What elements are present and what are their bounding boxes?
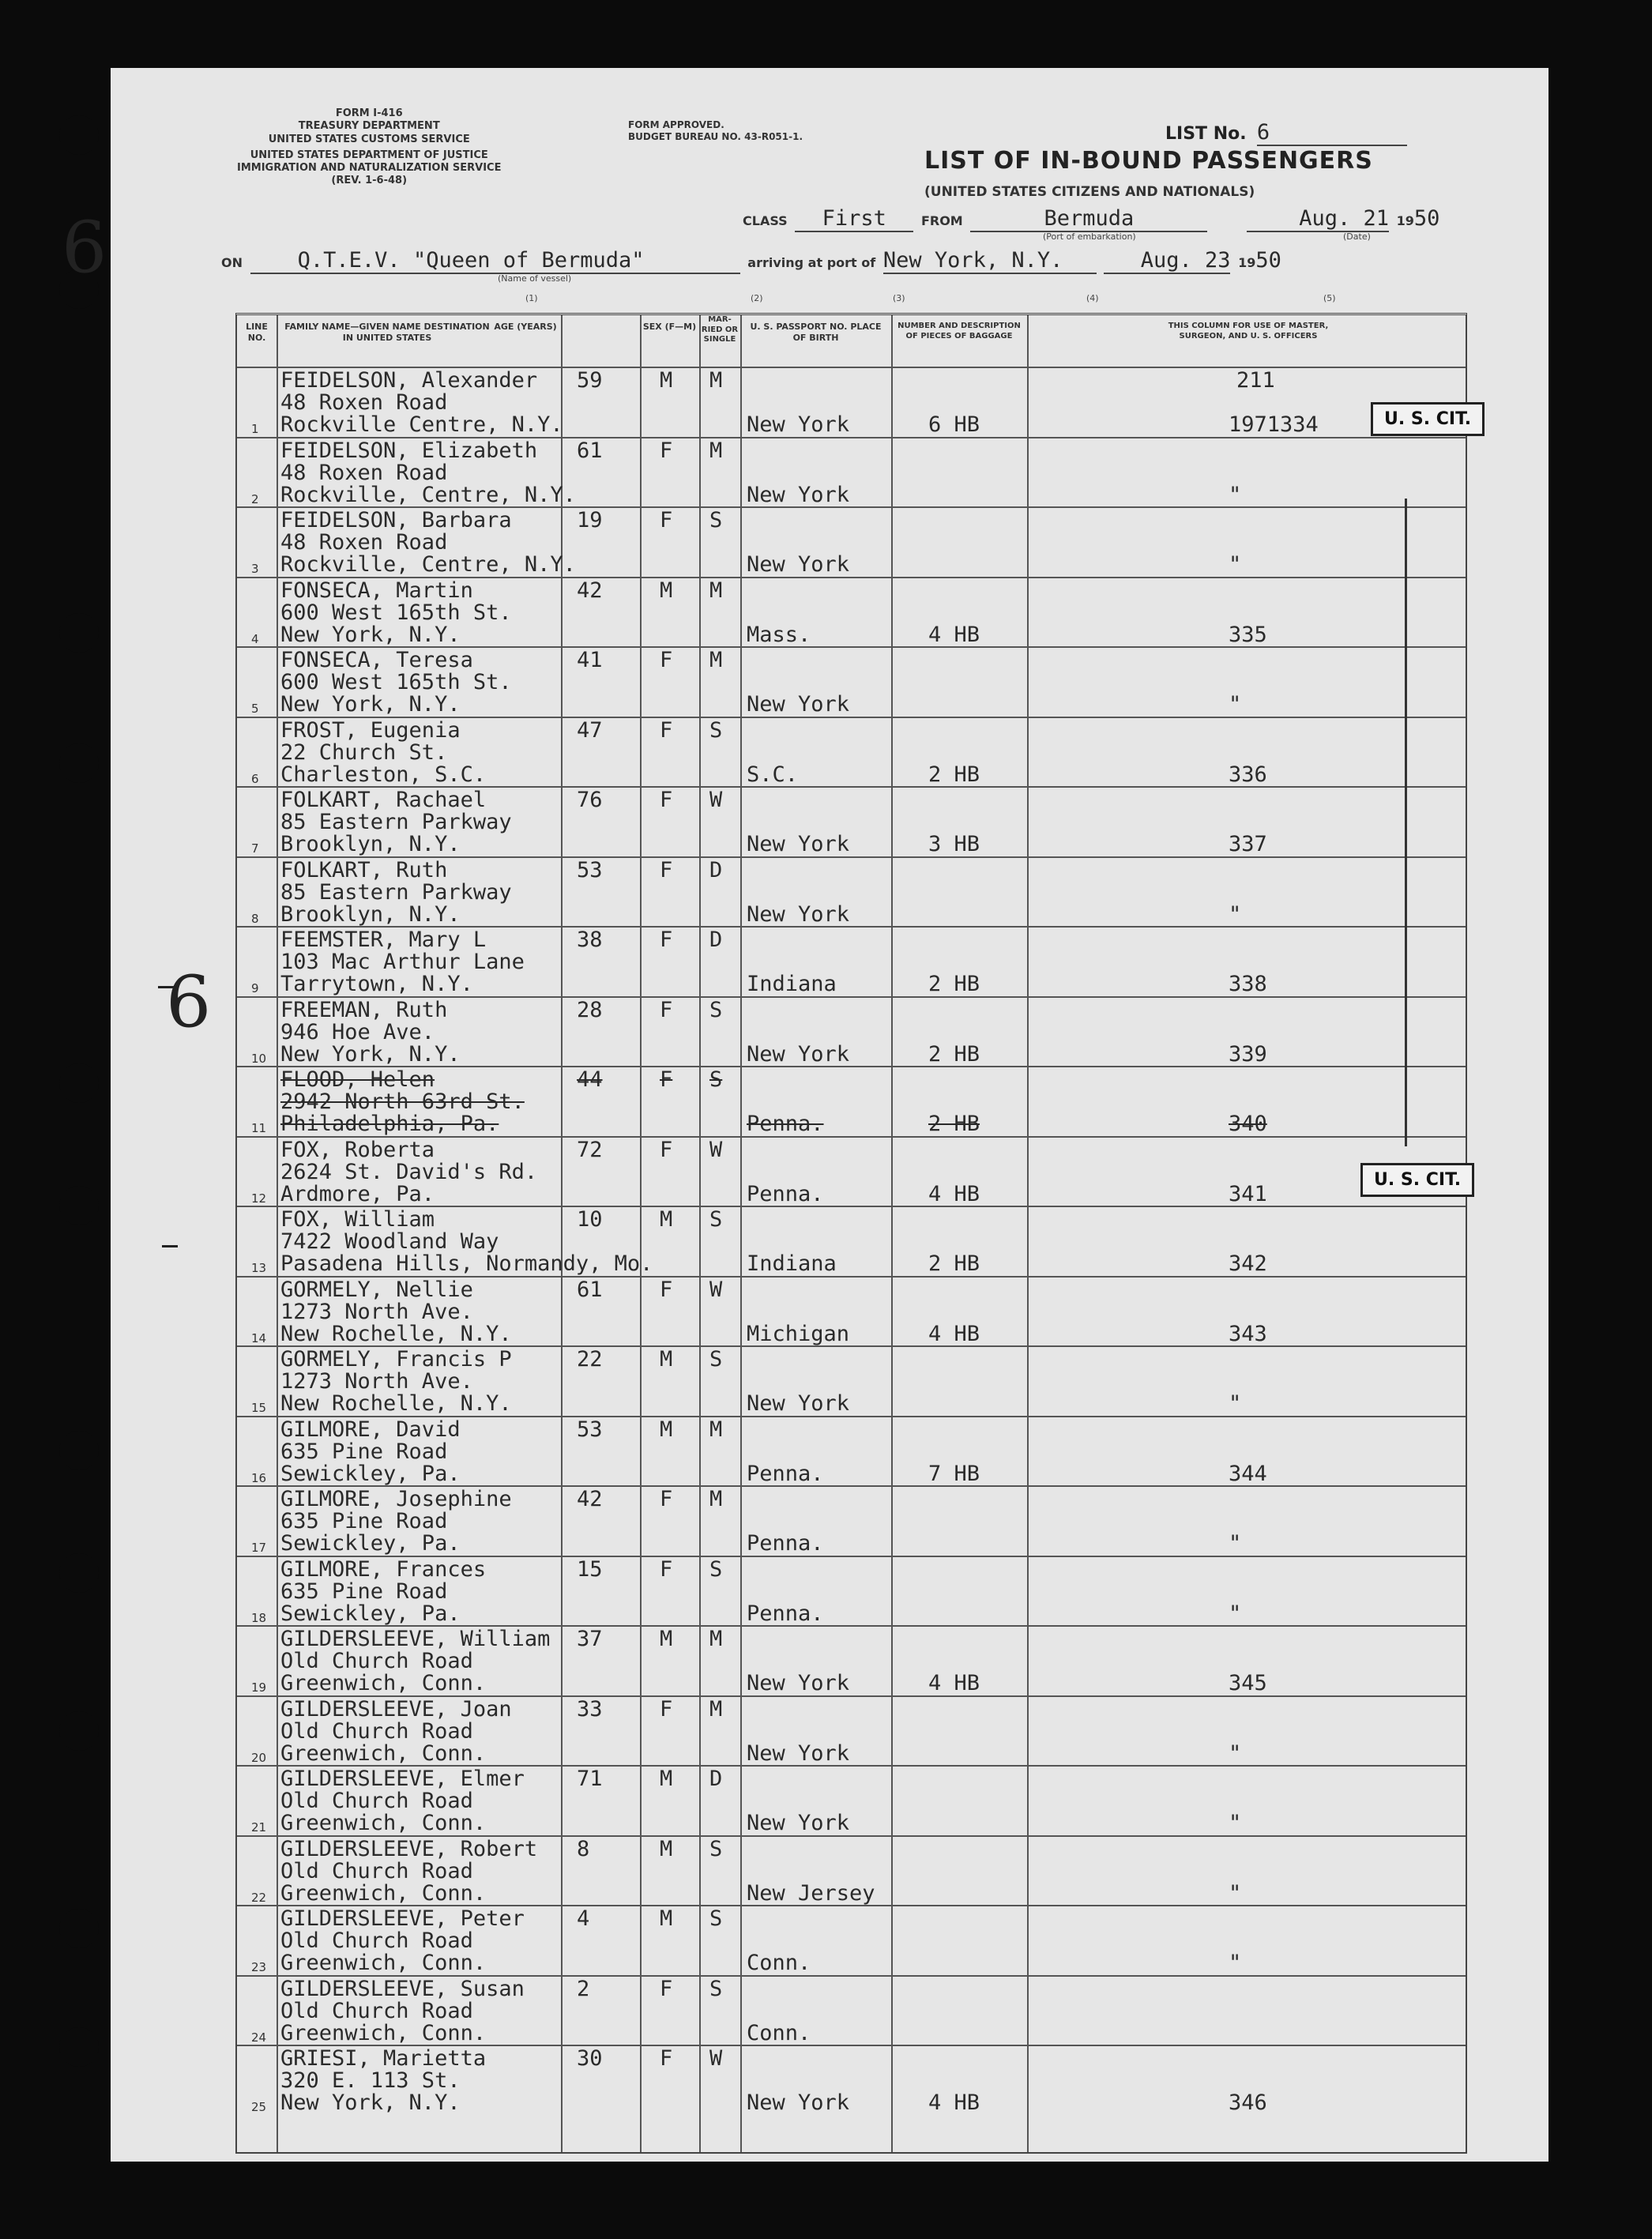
punch-hole (59, 1431, 99, 1470)
passenger-age: 4 (577, 1906, 590, 1931)
officer-number: 344 (1229, 1461, 1267, 1486)
passenger-age: 28 (577, 997, 603, 1022)
officer-number: 336 (1229, 762, 1267, 787)
passenger-age: 8 (577, 1836, 590, 1861)
place-of-birth: New York (747, 1740, 850, 1766)
passenger-city: New York, N.Y. (280, 1041, 461, 1067)
passenger-name: FREEMAN, Ruth (280, 997, 448, 1022)
passenger-age: 44 (577, 1067, 603, 1092)
officer-number: " (1229, 692, 1242, 717)
place-of-birth: New York (747, 1671, 850, 1695)
passenger-age: 53 (577, 857, 603, 882)
passenger-sex: M (660, 1767, 673, 1791)
line-number: 3 (251, 562, 259, 576)
form-issuer-block: FORM I-416 TREASURY DEPARTMENT UNITED STATES CUSTOMS SERVICE UNITED STATES DEPARTMENT OF JUSTICE IMMIGRATION AND NATURALIZATION SERVICE (REV. 1-6-48) (237, 107, 502, 187)
line-number: 10 (251, 1051, 267, 1066)
officer-number: 342 (1229, 1251, 1267, 1276)
list-number: LIST No. 6 (1165, 120, 1407, 146)
passenger-name: FOX, Roberta (280, 1137, 435, 1162)
officer-number: 337 (1229, 832, 1267, 856)
passenger-sex: F (660, 438, 673, 463)
passenger-city: Greenwich, Conn. (280, 1811, 487, 1835)
officer-number: 346 (1229, 2090, 1267, 2115)
us-citizen-stamp: U. S. CIT. (1360, 1163, 1474, 1197)
officer-number: 338 (1229, 972, 1267, 996)
passenger-address: 635 Pine Road (280, 1579, 448, 1604)
passenger-age: 30 (577, 2046, 603, 2071)
place-of-birth: Mass. (747, 622, 811, 647)
col-officers: THIS COLUMN FOR USE OF MASTER, SURGEON, AND U. S. OFFICERS (1168, 322, 1329, 341)
passenger-address: 48 Roxen Road (280, 390, 448, 415)
marital-status: S (709, 1976, 723, 2001)
passenger-address: 635 Pine Road (280, 1439, 448, 1464)
line-number: 22 (251, 1890, 267, 1905)
passenger-age: 61 (577, 438, 603, 463)
line-number: 25 (251, 2100, 267, 2114)
passenger-sex: F (660, 928, 673, 952)
passenger-address: 1273 North Ave. (280, 1299, 473, 1324)
line-number: 15 (251, 1401, 267, 1415)
col-line-no: LINE NO. (246, 322, 268, 343)
line-number: 16 (251, 1470, 267, 1485)
col-sex: SEX (F—M) (642, 322, 697, 332)
margin-mark: 6 (166, 961, 212, 1044)
officer-number: " (1229, 1531, 1242, 1556)
baggage-count: 2 HB (928, 972, 980, 996)
line-number: 20 (251, 1750, 267, 1765)
place-of-birth: Indiana (747, 1251, 837, 1276)
place-of-birth: Indiana (747, 972, 837, 996)
passenger-city: Greenwich, Conn. (280, 1880, 487, 1906)
place-of-birth: New York (747, 901, 850, 927)
passenger-sex: F (660, 508, 673, 532)
baggage-count: 3 HB (928, 832, 980, 856)
passenger-city: Tarrytown, N.Y. (280, 972, 473, 996)
margin-dash (158, 986, 174, 988)
officer-number: " (1229, 1951, 1242, 1975)
passenger-address: Old Church Road (280, 1998, 473, 2023)
passenger-age: 10 (577, 1207, 603, 1232)
place-of-birth: New York (747, 692, 850, 717)
passenger-sex: F (660, 648, 673, 672)
marital-status: S (709, 1836, 723, 1861)
place-of-birth: New York (747, 552, 850, 577)
passenger-age: 59 (577, 368, 603, 393)
punch-hole (59, 1553, 99, 1593)
place-of-birth: New York (747, 1041, 850, 1067)
passenger-age: 33 (577, 1696, 603, 1722)
passenger-sex: F (660, 1277, 673, 1302)
passenger-name: FLOOD, Helen (280, 1067, 435, 1092)
passenger-age: 41 (577, 648, 603, 672)
passenger-age: 19 (577, 508, 603, 532)
baggage-count: 2 HB (928, 1041, 980, 1067)
passenger-sex: M (660, 578, 673, 603)
passenger-address: 946 Hoe Ave. (280, 1019, 435, 1044)
place-of-birth: New York (747, 482, 850, 507)
officer-number: 335 (1229, 622, 1267, 647)
passenger-address: 600 West 165th St. (280, 670, 512, 694)
class-value: First (795, 206, 913, 232)
passenger-sex: F (660, 1976, 673, 2001)
passenger-address: 320 E. 113 St. (280, 2068, 461, 2093)
col-name: FAMILY NAME—GIVEN NAME DESTINATION IN UNITED STATES (284, 322, 490, 343)
passenger-age: 42 (577, 1487, 603, 1511)
line-number: 6 (251, 771, 259, 786)
passenger-name: GILDERSLEEVE, Susan (280, 1976, 525, 2001)
passenger-table (235, 313, 1467, 2154)
passenger-name: GILMORE, Josephine (280, 1487, 512, 1511)
passenger-sex: F (660, 857, 673, 882)
passenger-name: GILMORE, Frances (280, 1556, 487, 1582)
passenger-name: FOX, William (280, 1207, 435, 1232)
baggage-count: 2 HB (928, 1251, 980, 1276)
passenger-sex: F (660, 1696, 673, 1722)
page-title: LIST OF IN-BOUND PASSENGERS (924, 147, 1373, 175)
passenger-name: FONSECA, Martin (280, 578, 473, 603)
passenger-city: Rockville, Centre, N.Y. (280, 482, 576, 507)
passenger-address: 635 Pine Road (280, 1509, 448, 1533)
marital-status: M (709, 1417, 723, 1442)
marital-status: D (709, 857, 723, 882)
line-number: 13 (251, 1261, 267, 1275)
col-baggage: NUMBER AND DESCRIPTION OF PIECES OF BAGGAGE (897, 322, 1021, 341)
passenger-age: 15 (577, 1556, 603, 1582)
passenger-name: FEEMSTER, Mary L (280, 928, 487, 952)
passenger-city: Brooklyn, N.Y. (280, 901, 461, 927)
passenger-address: 22 Church St. (280, 739, 448, 765)
marital-status: S (709, 508, 723, 532)
passenger-age: 72 (577, 1137, 603, 1162)
place-of-birth: New York (747, 1391, 850, 1416)
marital-status: S (709, 1207, 723, 1232)
line-number: 24 (251, 2030, 267, 2045)
passenger-name: FONSECA, Teresa (280, 648, 473, 672)
line-number: 2 (251, 491, 259, 506)
stamp-bracket-line (1405, 499, 1407, 1146)
passenger-sex: F (660, 717, 673, 743)
officer-number: " (1229, 1880, 1242, 1906)
passenger-address: 85 Eastern Parkway (280, 879, 512, 905)
passenger-sex: F (660, 788, 673, 812)
passenger-sex: F (660, 1556, 673, 1582)
marital-status: S (709, 997, 723, 1022)
place-of-birth: Conn. (747, 1951, 811, 1975)
officer-number: 341 (1229, 1181, 1267, 1206)
baggage-count: 2 HB (928, 762, 980, 787)
marital-status: W (709, 1137, 723, 1162)
marital-status: W (709, 1277, 723, 1302)
col-passport: U. S. PASSPORT NO. PLACE OF BIRTH (750, 322, 882, 343)
passenger-sex: F (660, 1487, 673, 1511)
punch-hole (59, 1063, 99, 1103)
place-of-birth: Conn. (747, 2020, 811, 2045)
passenger-name: FOLKART, Ruth (280, 857, 448, 882)
marital-status: S (709, 717, 723, 743)
marital-status: S (709, 1906, 723, 1931)
place-of-birth: S.C. (747, 762, 799, 787)
page-subtitle: (UNITED STATES CITIZENS AND NATIONALS) (924, 184, 1255, 200)
passenger-age: 71 (577, 1767, 603, 1791)
officer-number: 1971334 (1229, 412, 1319, 437)
punch-hole (59, 1711, 99, 1751)
baggage-count: 4 HB (928, 622, 980, 647)
baggage-count: 4 HB (928, 1321, 980, 1346)
place-of-birth: Penna. (747, 1461, 824, 1486)
line-number: 9 (251, 981, 259, 995)
passenger-city: Pasadena Hills, Normandy, Mo. (280, 1251, 653, 1276)
passenger-city: Rockville, Centre, N.Y. (280, 552, 576, 577)
marital-status: W (709, 2046, 723, 2071)
line-number: 4 (251, 631, 259, 646)
marital-status: M (709, 1696, 723, 1722)
line-number: 18 (251, 1610, 267, 1625)
line-number: 11 (251, 1121, 267, 1135)
passenger-name: FOLKART, Rachael (280, 788, 487, 812)
place-of-birth: New Jersey (747, 1880, 875, 1906)
vessel-line: ON Q.T.E.V. "Queen of Bermuda" arriving at port of New York, N.Y. Aug. 23 1950 (221, 248, 1281, 273)
vessel-name: Q.T.E.V. "Queen of Bermuda" (250, 248, 740, 274)
passenger-name: GILDERSLEEVE, Peter (280, 1906, 525, 1931)
line-number: 21 (251, 1820, 267, 1834)
line-number: 19 (251, 1680, 267, 1695)
passenger-sex: M (660, 1906, 673, 1931)
place-of-birth: Penna. (747, 1112, 824, 1136)
passenger-address: 85 Eastern Parkway (280, 810, 512, 834)
passenger-name: FEIDELSON, Barbara (280, 508, 512, 532)
officer-number: 345 (1229, 1671, 1267, 1695)
passenger-sex: M (660, 1627, 673, 1651)
passenger-address: Old Church Road (280, 1929, 473, 1953)
baggage-count: 6 HB (928, 412, 980, 437)
arrival-port: New York, N.Y. (883, 248, 1097, 274)
manifest-page: 6 6 FORM I-416 TREASURY DEPARTMENT UNITED STATES CUSTOMS SERVICE UNITED STATES DEPARTMENT OF JUSTICE IMMIGRATION AND NATURALIZATION SERVICE (REV. 1-6-48) FORM APPROVED. BUDGET BUREAU NO. 43-R051-1. LIST No. 6 LIST OF IN-BOUND PASSENGERS (UNITED STATES CITIZENS AND NATIONALS) CLASS First FROM Bermuda Aug. 21 1950 (Port of embarkation) (Date) ON Q.T.E.V. "Queen of Bermuda" arriving at port of New York, N.Y. Aug. 23 1950 (Name of vessel) (1) (2) (3) (4) (5) LINE NO. FAMILY NAME—GIVEN NAME DESTINATION IN UNITED STATES AGE (YEARS) SEX (F—M) MAR- RIED OR SINGLE U. S. PASSPORT NO. PLACE OF BIRTH NUMBER AND DESCRIPTION OF PIECES OF BAGGAGE THIS COLUMN FOR USE OF MASTER, SURGEON, AND U. S. OFFICERS 1 FEIDELSON, Alexander 48 Roxen Road Rockville Centre, N.Y. 59 M M New York 6 HB 211 1971334 2 FEIDELSON, Elizabeth 48 Roxen Road Rockville, Centre, N.Y. 61 F M New York " 3 FEIDELSON, Barbara 48 Roxen Road Rockville, Centre, N.Y. 19 F S New York " 4 FONSECA, Martin 600 West 165th St. New York, N.Y. 42 M M Mass. 4 HB 335 5 FONSECA, Teresa 600 West 165th St. New York, N.Y. 41 F M New York " 6 FROST, Eugenia 22 Church St. Charleston, S.C. 47 F S S.C. 2 HB 336 7 FOLKART, Rachael 85 Eastern Parkway Brooklyn, N.Y. 76 F W New York 3 HB 337 8 FOLKART, Ruth 85 Eastern Parkway Brooklyn, N.Y. 53 F D New York " 9 FEEMSTER, Mary L 103 Mac Arthur Lane Tarrytown, N.Y. 38 F D Indiana 2 HB 338 10 FREEMAN, Ruth 946 Hoe Ave. New York, N.Y. 28 F S New York 2 HB 339 11 FLOOD, Helen 2942 North 63rd St. Philadelphia, Pa. 44 F S Penna. 2 HB 340 12 FOX, Roberta 2624 St. David's Rd. Ardmore, Pa. 72 F W Penna. 4 HB 341 13 FOX, William 7422 Woodland Way Pasadena Hills, Normandy, Mo. 10 M S Indiana 2 HB 342 14 GORMELY, Nellie 1273 North Ave. New Rochelle, N.Y. 61 F W Michigan 4 HB 343 15 GORMELY, Francis P 1273 North Ave. New Rochelle, N.Y. 22 M S New York " 16 GILMORE, David 635 Pine Road Sewickley, Pa. 53 M M Penna. 7 HB 344 17 GILMORE, Josephine 635 Pine Road Sewickley, Pa. 42 F M Penna. " 18 GILMORE, Frances 635 Pine Road Sewickley, Pa. 15 F S Penna. " 19 GILDERSLEEVE, William Old Church Road Greenwich, Conn. 37 M M New York 4 HB 345 20 GILDERSLEEVE, Joan Old Church Road Greenwich, Conn. 33 F M New York " 21 GILDERSLEEVE, Elmer Old Church Road Greenwich, Conn. 71 M D New York " 22 GILDERSLEEVE, Robert Old Church Road Greenwich, Conn. 8 M S New Jersey " 23 GILDERSLEEVE, Peter Old Church Road Greenwich, Conn. 4 M S Conn. " 24 GILDERSLEEVE, Susan Old Church Road Greenwich, Conn. 2 F S Conn. 25 GRIESI, Marietta 320 E. 113 St. New York, N.Y. 30 F W New York 4 HB 346 U. S. CIT. U. S. CIT. (111, 68, 1549, 2162)
officer-number: " (1229, 552, 1242, 577)
passenger-name: FEIDELSON, Alexander (280, 368, 538, 393)
passenger-name: GILDERSLEEVE, Robert (280, 1836, 538, 1861)
passenger-city: New Rochelle, N.Y. (280, 1391, 512, 1416)
col-age: AGE (YEARS) (494, 322, 557, 332)
line-number: 12 (251, 1191, 267, 1206)
marital-status: M (709, 438, 723, 463)
col-marital: MAR- RIED OR SINGLE (701, 315, 739, 344)
punch-hole (59, 115, 99, 155)
officer-number: " (1229, 1811, 1242, 1835)
passenger-address: 48 Roxen Road (280, 530, 448, 555)
passenger-address: 103 Mac Arthur Lane (280, 950, 525, 974)
officer-number: 343 (1229, 1321, 1267, 1346)
margin-dash (162, 1245, 178, 1247)
passenger-sex: F (660, 997, 673, 1022)
marital-status: M (709, 578, 723, 603)
place-of-birth: New York (747, 832, 850, 856)
passenger-address: 2624 St. David's Rd. (280, 1159, 538, 1184)
passenger-age: 53 (577, 1417, 603, 1442)
passenger-name: FROST, Eugenia (280, 717, 461, 743)
passenger-sex: M (660, 1207, 673, 1232)
officer-number: " (1229, 901, 1242, 927)
place-of-birth: Michigan (747, 1321, 850, 1346)
baggage-count: 4 HB (928, 1671, 980, 1695)
list-number-value: 6 (1257, 120, 1407, 146)
departure-date: Aug. 21 (1247, 206, 1389, 232)
marital-status: S (709, 1067, 723, 1092)
passenger-city: Sewickley, Pa. (280, 1601, 461, 1626)
passenger-sex: M (660, 1417, 673, 1442)
officer-note: 211 (1236, 368, 1275, 393)
marital-status: M (709, 368, 723, 393)
passenger-name: GORMELY, Nellie (280, 1277, 473, 1302)
baggage-count: 2 HB (928, 1112, 980, 1136)
class-line: CLASS First FROM Bermuda Aug. 21 1950 (743, 206, 1440, 231)
officer-number: " (1229, 1740, 1242, 1766)
passenger-name: GILMORE, David (280, 1417, 461, 1442)
place-of-birth: Penna. (747, 1531, 824, 1556)
marital-status: M (709, 1627, 723, 1651)
passenger-age: 37 (577, 1627, 603, 1651)
marital-status: M (709, 1487, 723, 1511)
passenger-age: 22 (577, 1347, 603, 1372)
passenger-address: Old Church Road (280, 1789, 473, 1813)
us-citizen-stamp: U. S. CIT. (1371, 402, 1485, 436)
margin-mark: 6 (62, 206, 107, 289)
passenger-city: Sewickley, Pa. (280, 1531, 461, 1556)
line-number: 8 (251, 911, 259, 926)
passenger-sex: M (660, 1836, 673, 1861)
passenger-city: New York, N.Y. (280, 622, 461, 647)
passenger-age: 42 (577, 578, 603, 603)
form-approved-note: FORM APPROVED. BUDGET BUREAU NO. 43-R051-1. (628, 119, 803, 142)
passenger-city: New York, N.Y. (280, 2090, 461, 2115)
line-number: 5 (251, 702, 259, 716)
passenger-age: 47 (577, 717, 603, 743)
passenger-city: Greenwich, Conn. (280, 1740, 487, 1766)
passenger-address: Old Church Road (280, 1858, 473, 1883)
marital-status: D (709, 928, 723, 952)
punch-hole (59, 2027, 99, 2067)
officer-number: 339 (1229, 1041, 1267, 1067)
passenger-sex: M (660, 368, 673, 393)
passenger-address: 2942 North 63rd St. (280, 1089, 525, 1114)
passenger-city: Brooklyn, N.Y. (280, 832, 461, 856)
passenger-sex: M (660, 1347, 673, 1372)
passenger-city: New Rochelle, N.Y. (280, 1321, 512, 1346)
line-number: 14 (251, 1330, 267, 1345)
place-of-birth: Penna. (747, 1181, 824, 1206)
line-number: 23 (251, 1960, 267, 1974)
marital-status: S (709, 1347, 723, 1372)
passenger-city: Ardmore, Pa. (280, 1181, 435, 1206)
passenger-city: Greenwich, Conn. (280, 1951, 487, 1975)
passenger-name: GORMELY, Francis P (280, 1347, 512, 1372)
passenger-address: 7422 Woodland Way (280, 1229, 499, 1254)
marital-status: S (709, 1556, 723, 1582)
line-number: 17 (251, 1541, 267, 1555)
line-number: 1 (251, 422, 259, 436)
passenger-sex: F (660, 1137, 673, 1162)
embarkation-port: Bermuda (970, 206, 1207, 232)
baggage-count: 4 HB (928, 2090, 980, 2115)
baggage-count: 7 HB (928, 1461, 980, 1486)
place-of-birth: Penna. (747, 1601, 824, 1626)
passenger-address: Old Church Road (280, 1718, 473, 1744)
passenger-age: 38 (577, 928, 603, 952)
place-of-birth: New York (747, 2090, 850, 2115)
passenger-city: Sewickley, Pa. (280, 1461, 461, 1486)
passenger-city: Greenwich, Conn. (280, 1671, 487, 1695)
passenger-city: New York, N.Y. (280, 692, 461, 717)
passenger-name: GILDERSLEEVE, Joan (280, 1696, 512, 1722)
line-number: 7 (251, 841, 259, 856)
passenger-name: GRIESI, Marietta (280, 2046, 487, 2071)
passenger-city: Philadelphia, Pa. (280, 1112, 499, 1136)
passenger-name: GILDERSLEEVE, Elmer (280, 1767, 525, 1791)
passenger-age: 76 (577, 788, 603, 812)
passenger-sex: F (660, 2046, 673, 2071)
passenger-age: 2 (577, 1976, 590, 2001)
passenger-name: GILDERSLEEVE, William (280, 1627, 551, 1651)
passenger-city: Charleston, S.C. (280, 762, 487, 787)
officer-number: " (1229, 482, 1242, 507)
place-of-birth: New York (747, 1811, 850, 1835)
passenger-age: 61 (577, 1277, 603, 1302)
arrival-date: Aug. 23 (1104, 248, 1230, 274)
place-of-birth: New York (747, 412, 850, 437)
passenger-address: 48 Roxen Road (280, 460, 448, 485)
passenger-name: FEIDELSON, Elizabeth (280, 438, 538, 463)
passenger-address: 600 West 165th St. (280, 600, 512, 625)
officer-number: 340 (1229, 1112, 1267, 1136)
punch-hole (59, 1909, 99, 1948)
punch-hole (59, 613, 99, 653)
baggage-count: 4 HB (928, 1181, 980, 1206)
marital-status: M (709, 648, 723, 672)
passenger-address: 1273 North Ave. (280, 1369, 473, 1394)
officer-number: " (1229, 1391, 1242, 1416)
passenger-address: Old Church Road (280, 1649, 473, 1673)
punch-hole (59, 1186, 99, 1225)
passenger-city: Greenwich, Conn. (280, 2020, 487, 2045)
officer-number: " (1229, 1601, 1242, 1626)
passenger-city: Rockville Centre, N.Y. (280, 412, 563, 437)
marital-status: D (709, 1767, 723, 1791)
marital-status: W (709, 788, 723, 812)
punch-hole (59, 743, 99, 783)
passenger-sex: F (660, 1067, 673, 1092)
